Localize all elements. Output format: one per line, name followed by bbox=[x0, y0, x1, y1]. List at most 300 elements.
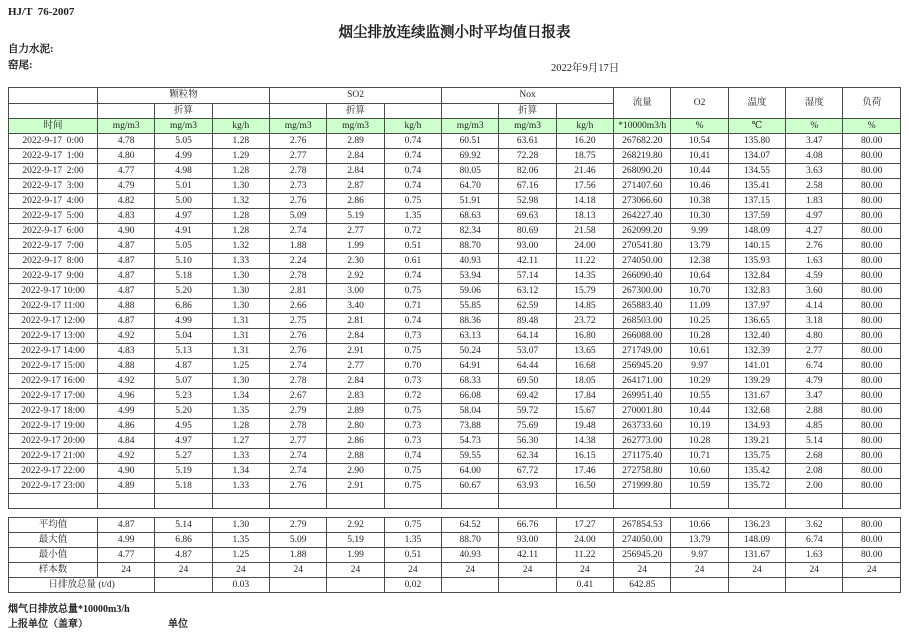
value-cell: 274050.00 bbox=[614, 533, 671, 548]
value-cell: 63.13 bbox=[442, 329, 499, 344]
value-cell: 10.38 bbox=[671, 194, 728, 209]
value-cell: 11.09 bbox=[671, 299, 728, 314]
value-cell: 2.00 bbox=[786, 479, 843, 494]
value-cell: 80.00 bbox=[843, 224, 901, 239]
value-cell: 2.74 bbox=[270, 449, 327, 464]
value-cell: 80.00 bbox=[843, 464, 901, 479]
value-cell: 2.77 bbox=[786, 344, 843, 359]
value-cell: 1.63 bbox=[786, 254, 843, 269]
value-cell: 24 bbox=[442, 563, 499, 578]
value-cell: 2.78 bbox=[270, 164, 327, 179]
value-cell: 2.86 bbox=[327, 194, 384, 209]
value-cell: 80.00 bbox=[843, 359, 901, 374]
value-cell: 4.87 bbox=[98, 254, 155, 269]
value-cell: 80.00 bbox=[843, 239, 901, 254]
table-row bbox=[9, 359, 901, 374]
value-cell: 4.99 bbox=[155, 314, 212, 329]
value-cell: 13.79 bbox=[671, 239, 728, 254]
value-cell: 64.14 bbox=[499, 329, 556, 344]
value-cell: 0.73 bbox=[384, 419, 441, 434]
value-cell: 0.74 bbox=[384, 314, 441, 329]
value-cell: 274050.00 bbox=[614, 254, 671, 269]
time-cell: 2022-9-17 8:00 bbox=[9, 254, 98, 269]
value-cell: 4.95 bbox=[155, 419, 212, 434]
value-cell: 10.59 bbox=[671, 479, 728, 494]
value-cell: 5.05 bbox=[155, 134, 212, 149]
table-row bbox=[9, 269, 901, 284]
header-empty-cell bbox=[270, 104, 327, 119]
value-cell: 3.60 bbox=[786, 284, 843, 299]
summary-row bbox=[9, 548, 901, 563]
value-cell bbox=[327, 578, 384, 593]
value-cell: 135.72 bbox=[728, 479, 785, 494]
empty-cell bbox=[843, 494, 901, 509]
value-cell: 16.80 bbox=[556, 329, 613, 344]
value-cell: 0.03 bbox=[212, 578, 269, 593]
value-cell: 4.96 bbox=[98, 389, 155, 404]
value-cell: 1.99 bbox=[327, 239, 384, 254]
value-cell: 2.76 bbox=[270, 344, 327, 359]
value-cell: 272758.80 bbox=[614, 464, 671, 479]
value-cell: 1.33 bbox=[212, 254, 269, 269]
value-cell: 4.97 bbox=[155, 434, 212, 449]
value-cell: 5.19 bbox=[327, 533, 384, 548]
value-cell: 5.09 bbox=[270, 533, 327, 548]
time-cell: 2022-9-17 12:00 bbox=[9, 314, 98, 329]
value-cell: 24 bbox=[843, 563, 901, 578]
unit-cell: kg/h bbox=[384, 119, 441, 134]
location-label: 窑尾: bbox=[8, 60, 33, 71]
company-label: 自力水泥: bbox=[8, 44, 54, 55]
value-cell: 139.29 bbox=[728, 374, 785, 389]
value-cell: 18.05 bbox=[556, 374, 613, 389]
value-cell: 270001.80 bbox=[614, 404, 671, 419]
table-row bbox=[9, 224, 901, 239]
value-cell: 80.00 bbox=[843, 434, 901, 449]
value-cell: 93.00 bbox=[499, 533, 556, 548]
value-cell: 6.74 bbox=[786, 533, 843, 548]
value-cell bbox=[843, 578, 901, 593]
value-cell: 18.75 bbox=[556, 149, 613, 164]
value-cell: 4.87 bbox=[155, 548, 212, 563]
value-cell: 2.76 bbox=[270, 479, 327, 494]
value-cell: 4.87 bbox=[98, 284, 155, 299]
flue-gas-total-label: 烟气日排放总量*10000m3/h bbox=[8, 604, 130, 615]
value-cell: 60.51 bbox=[442, 134, 499, 149]
value-cell: 2.78 bbox=[270, 269, 327, 284]
header-converted-so2: 折算 bbox=[327, 104, 384, 119]
reporting-unit-label: 上报单位（盖章） bbox=[8, 619, 88, 630]
value-cell: 53.07 bbox=[499, 344, 556, 359]
unit-label: 单位 bbox=[168, 619, 188, 630]
value-cell: 80.05 bbox=[442, 164, 499, 179]
value-cell: 2.92 bbox=[327, 518, 384, 533]
value-cell: 273066.60 bbox=[614, 194, 671, 209]
value-cell: 80.00 bbox=[843, 194, 901, 209]
value-cell: 269951.40 bbox=[614, 389, 671, 404]
value-cell: 1.27 bbox=[212, 434, 269, 449]
value-cell: 134.07 bbox=[728, 149, 785, 164]
value-cell: 2.78 bbox=[270, 374, 327, 389]
value-cell bbox=[442, 578, 499, 593]
value-cell: 134.93 bbox=[728, 419, 785, 434]
value-cell: 66.08 bbox=[442, 389, 499, 404]
value-cell: 2.88 bbox=[327, 449, 384, 464]
time-cell: 2022-9-17 14:00 bbox=[9, 344, 98, 359]
value-cell: 14.35 bbox=[556, 269, 613, 284]
value-cell: 75.69 bbox=[499, 419, 556, 434]
value-cell: 80.00 bbox=[843, 149, 901, 164]
value-cell: 40.93 bbox=[442, 254, 499, 269]
table-row bbox=[9, 194, 901, 209]
unit-cell: % bbox=[786, 119, 843, 134]
table-row bbox=[9, 179, 901, 194]
value-cell: 131.67 bbox=[728, 389, 785, 404]
value-cell: 2.87 bbox=[327, 179, 384, 194]
value-cell: 4.77 bbox=[98, 548, 155, 563]
value-cell bbox=[786, 578, 843, 593]
value-cell: 1.88 bbox=[270, 239, 327, 254]
value-cell: 4.08 bbox=[786, 149, 843, 164]
value-cell: 1.34 bbox=[212, 464, 269, 479]
value-cell: 0.73 bbox=[384, 374, 441, 389]
value-cell: 132.68 bbox=[728, 404, 785, 419]
value-cell: 4.14 bbox=[786, 299, 843, 314]
value-cell: 80.00 bbox=[843, 404, 901, 419]
value-cell bbox=[499, 578, 556, 593]
value-cell: 80.00 bbox=[843, 284, 901, 299]
value-cell: 9.97 bbox=[671, 548, 728, 563]
value-cell: 69.42 bbox=[499, 389, 556, 404]
value-cell: 2.74 bbox=[270, 224, 327, 239]
value-cell: 266090.40 bbox=[614, 269, 671, 284]
value-cell: 80.00 bbox=[843, 299, 901, 314]
table-row bbox=[9, 164, 901, 179]
value-cell: 4.79 bbox=[98, 179, 155, 194]
value-cell: 4.59 bbox=[786, 269, 843, 284]
value-cell: 140.15 bbox=[728, 239, 785, 254]
value-cell: 264227.40 bbox=[614, 209, 671, 224]
header-converted-nox: 折算 bbox=[499, 104, 556, 119]
value-cell: 2.83 bbox=[327, 389, 384, 404]
value-cell: 0.75 bbox=[384, 284, 441, 299]
value-cell: 80.00 bbox=[843, 344, 901, 359]
value-cell: 2.66 bbox=[270, 299, 327, 314]
value-cell: 132.84 bbox=[728, 269, 785, 284]
value-cell: 4.91 bbox=[155, 224, 212, 239]
time-cell: 2022-9-17 23:00 bbox=[9, 479, 98, 494]
summary-label: 样本数 bbox=[9, 563, 98, 578]
unit-cell: mg/m3 bbox=[442, 119, 499, 134]
value-cell: 10.66 bbox=[671, 518, 728, 533]
value-cell: 2.92 bbox=[327, 269, 384, 284]
value-cell: 10.19 bbox=[671, 419, 728, 434]
value-cell: 3.63 bbox=[786, 164, 843, 179]
value-cell: 15.67 bbox=[556, 404, 613, 419]
header-empty-cell bbox=[9, 104, 98, 119]
value-cell: 42.11 bbox=[499, 548, 556, 563]
value-cell: 9.99 bbox=[671, 224, 728, 239]
value-cell: 2.90 bbox=[327, 464, 384, 479]
value-cell: 1.30 bbox=[212, 284, 269, 299]
value-cell: 137.97 bbox=[728, 299, 785, 314]
value-cell: 5.27 bbox=[155, 449, 212, 464]
value-cell: 2.67 bbox=[270, 389, 327, 404]
value-cell: 0.74 bbox=[384, 179, 441, 194]
value-cell: 3.47 bbox=[786, 389, 843, 404]
value-cell: 4.97 bbox=[786, 209, 843, 224]
value-cell: 2.79 bbox=[270, 404, 327, 419]
value-cell: 15.79 bbox=[556, 284, 613, 299]
value-cell: 24 bbox=[212, 563, 269, 578]
value-cell: 4.97 bbox=[155, 209, 212, 224]
value-cell: 268503.00 bbox=[614, 314, 671, 329]
unit-cell: kg/h bbox=[556, 119, 613, 134]
value-cell: 0.72 bbox=[384, 224, 441, 239]
value-cell: 88.36 bbox=[442, 314, 499, 329]
value-cell: 135.75 bbox=[728, 449, 785, 464]
table-row bbox=[9, 404, 901, 419]
value-cell: 137.59 bbox=[728, 209, 785, 224]
value-cell: 2.76 bbox=[270, 134, 327, 149]
value-cell: 1.31 bbox=[212, 314, 269, 329]
value-cell: 2.81 bbox=[270, 284, 327, 299]
table-row bbox=[9, 299, 901, 314]
header-humidity: 湿度 bbox=[786, 88, 843, 119]
value-cell: 72.28 bbox=[499, 149, 556, 164]
value-cell: 132.40 bbox=[728, 329, 785, 344]
report-date: 2022年9月17日 bbox=[551, 63, 620, 74]
value-cell: 59.72 bbox=[499, 404, 556, 419]
value-cell: 2.79 bbox=[270, 518, 327, 533]
value-cell: 24 bbox=[384, 563, 441, 578]
value-cell: 2.84 bbox=[327, 164, 384, 179]
hourly-data-table bbox=[8, 87, 901, 509]
value-cell: 2.74 bbox=[270, 359, 327, 374]
value-cell: 264171.00 bbox=[614, 374, 671, 389]
value-cell: 139.21 bbox=[728, 434, 785, 449]
value-cell: 80.00 bbox=[843, 518, 901, 533]
unit-cell: % bbox=[671, 119, 728, 134]
time-cell: 2022-9-17 18:00 bbox=[9, 404, 98, 419]
table-row bbox=[9, 329, 901, 344]
value-cell: 10.28 bbox=[671, 329, 728, 344]
value-cell: 63.12 bbox=[499, 284, 556, 299]
value-cell: 270541.80 bbox=[614, 239, 671, 254]
table-row bbox=[9, 149, 901, 164]
value-cell: 64.52 bbox=[442, 518, 499, 533]
value-cell: 63.93 bbox=[499, 479, 556, 494]
value-cell: 6.86 bbox=[155, 299, 212, 314]
value-cell: 1.31 bbox=[212, 329, 269, 344]
value-cell: 2.86 bbox=[327, 434, 384, 449]
value-cell: 18.13 bbox=[556, 209, 613, 224]
value-cell: 2.76 bbox=[270, 194, 327, 209]
value-cell: 64.70 bbox=[442, 179, 499, 194]
value-cell: 4.99 bbox=[98, 533, 155, 548]
value-cell: 10.41 bbox=[671, 149, 728, 164]
value-cell: 80.00 bbox=[843, 269, 901, 284]
value-cell: 2.91 bbox=[327, 344, 384, 359]
value-cell: 1.28 bbox=[212, 134, 269, 149]
value-cell: 2.77 bbox=[327, 359, 384, 374]
value-cell: 2.89 bbox=[327, 134, 384, 149]
time-cell: 2022-9-17 1:00 bbox=[9, 149, 98, 164]
table-row bbox=[9, 419, 901, 434]
unit-cell: mg/m3 bbox=[155, 119, 212, 134]
value-cell: 4.80 bbox=[786, 329, 843, 344]
value-cell: 4.80 bbox=[98, 149, 155, 164]
value-cell: 56.30 bbox=[499, 434, 556, 449]
header-group-particulate: 颗粒物 bbox=[98, 88, 270, 104]
value-cell: 80.00 bbox=[843, 254, 901, 269]
value-cell: 3.47 bbox=[786, 134, 843, 149]
value-cell: 1.30 bbox=[212, 299, 269, 314]
header-empty-cell bbox=[442, 104, 499, 119]
empty-cell bbox=[9, 494, 98, 509]
value-cell: 1.35 bbox=[384, 533, 441, 548]
value-cell: 64.44 bbox=[499, 359, 556, 374]
value-cell: 80.00 bbox=[843, 134, 901, 149]
value-cell: 80.00 bbox=[843, 548, 901, 563]
header-load: 负荷 bbox=[843, 88, 901, 119]
header-group-so2: SO2 bbox=[270, 88, 442, 104]
value-cell: 1.99 bbox=[327, 548, 384, 563]
value-cell: 63.61 bbox=[499, 134, 556, 149]
value-cell: 24 bbox=[556, 563, 613, 578]
value-cell: 2.08 bbox=[786, 464, 843, 479]
header-empty-cell bbox=[556, 104, 613, 119]
value-cell: 57.14 bbox=[499, 269, 556, 284]
value-cell: 5.09 bbox=[270, 209, 327, 224]
unit-cell: mg/m3 bbox=[98, 119, 155, 134]
table-row bbox=[9, 344, 901, 359]
value-cell: 80.00 bbox=[843, 179, 901, 194]
value-cell: 80.00 bbox=[843, 449, 901, 464]
value-cell: 4.77 bbox=[98, 164, 155, 179]
time-cell: 2022-9-17 0:00 bbox=[9, 134, 98, 149]
value-cell: 2.68 bbox=[786, 449, 843, 464]
value-cell: 5.18 bbox=[155, 479, 212, 494]
value-cell: 4.98 bbox=[155, 164, 212, 179]
summary-table bbox=[8, 517, 901, 593]
time-cell: 2022-9-17 17:00 bbox=[9, 389, 98, 404]
value-cell: 67.72 bbox=[499, 464, 556, 479]
value-cell: 54.73 bbox=[442, 434, 499, 449]
value-cell: 642.85 bbox=[614, 578, 671, 593]
value-cell: 10.60 bbox=[671, 464, 728, 479]
value-cell: 5.18 bbox=[155, 269, 212, 284]
value-cell: 2.58 bbox=[786, 179, 843, 194]
value-cell: 0.41 bbox=[556, 578, 613, 593]
empty-cell bbox=[212, 494, 269, 509]
table-row bbox=[9, 209, 901, 224]
empty-cell bbox=[556, 494, 613, 509]
value-cell: 4.88 bbox=[98, 299, 155, 314]
value-cell: 16.68 bbox=[556, 359, 613, 374]
value-cell: 80.00 bbox=[843, 479, 901, 494]
value-cell: 80.00 bbox=[843, 389, 901, 404]
value-cell: 4.90 bbox=[98, 224, 155, 239]
value-cell: 1.88 bbox=[270, 548, 327, 563]
value-cell: 262773.00 bbox=[614, 434, 671, 449]
value-cell: 62.34 bbox=[499, 449, 556, 464]
table-row bbox=[9, 314, 901, 329]
value-cell: 267854.53 bbox=[614, 518, 671, 533]
time-cell: 2022-9-17 20:00 bbox=[9, 434, 98, 449]
header-converted-particulate: 折算 bbox=[155, 104, 212, 119]
value-cell: 2.77 bbox=[270, 149, 327, 164]
value-cell: 5.20 bbox=[155, 284, 212, 299]
empty-cell bbox=[270, 494, 327, 509]
value-cell: 6.74 bbox=[786, 359, 843, 374]
value-cell: 17.56 bbox=[556, 179, 613, 194]
summary-row bbox=[9, 533, 901, 548]
value-cell: 19.48 bbox=[556, 419, 613, 434]
time-cell: 2022-9-17 11:00 bbox=[9, 299, 98, 314]
time-cell: 2022-9-17 21:00 bbox=[9, 449, 98, 464]
value-cell: 59.55 bbox=[442, 449, 499, 464]
value-cell: 69.92 bbox=[442, 149, 499, 164]
time-cell: 2022-9-17 5:00 bbox=[9, 209, 98, 224]
value-cell: 1.28 bbox=[212, 419, 269, 434]
empty-cell bbox=[442, 494, 499, 509]
table-row bbox=[9, 254, 901, 269]
value-cell: 16.20 bbox=[556, 134, 613, 149]
value-cell: 0.73 bbox=[384, 329, 441, 344]
value-cell: 23.72 bbox=[556, 314, 613, 329]
value-cell: 1.25 bbox=[212, 359, 269, 374]
value-cell: 0.75 bbox=[384, 464, 441, 479]
value-cell: 14.18 bbox=[556, 194, 613, 209]
value-cell: 1.34 bbox=[212, 389, 269, 404]
value-cell: 55.85 bbox=[442, 299, 499, 314]
value-cell: 132.39 bbox=[728, 344, 785, 359]
value-cell: 268090.20 bbox=[614, 164, 671, 179]
unit-cell: mg/m3 bbox=[327, 119, 384, 134]
value-cell: 4.85 bbox=[786, 419, 843, 434]
value-cell: 1.28 bbox=[212, 164, 269, 179]
value-cell: 4.79 bbox=[786, 374, 843, 389]
value-cell: 24 bbox=[499, 563, 556, 578]
value-cell: 24.00 bbox=[556, 239, 613, 254]
value-cell: 5.07 bbox=[155, 374, 212, 389]
value-cell: 3.62 bbox=[786, 518, 843, 533]
summary-label: 最大值 bbox=[9, 533, 98, 548]
value-cell: 4.92 bbox=[98, 329, 155, 344]
value-cell: 5.23 bbox=[155, 389, 212, 404]
value-cell: 93.00 bbox=[499, 239, 556, 254]
unit-cell: ℃ bbox=[728, 119, 785, 134]
empty-cell bbox=[98, 494, 155, 509]
value-cell: 60.67 bbox=[442, 479, 499, 494]
value-cell: 2.77 bbox=[327, 224, 384, 239]
value-cell: 266088.00 bbox=[614, 329, 671, 344]
table-row bbox=[9, 389, 901, 404]
value-cell: 4.78 bbox=[98, 134, 155, 149]
value-cell: 73.88 bbox=[442, 419, 499, 434]
value-cell: 2.24 bbox=[270, 254, 327, 269]
value-cell: 2.80 bbox=[327, 419, 384, 434]
table-row bbox=[9, 434, 901, 449]
value-cell: 2.76 bbox=[270, 329, 327, 344]
value-cell bbox=[671, 578, 728, 593]
time-cell: 2022-9-17 6:00 bbox=[9, 224, 98, 239]
value-cell: 68.63 bbox=[442, 209, 499, 224]
table-row bbox=[9, 239, 901, 254]
value-cell: 17.46 bbox=[556, 464, 613, 479]
value-cell: 4.87 bbox=[98, 518, 155, 533]
